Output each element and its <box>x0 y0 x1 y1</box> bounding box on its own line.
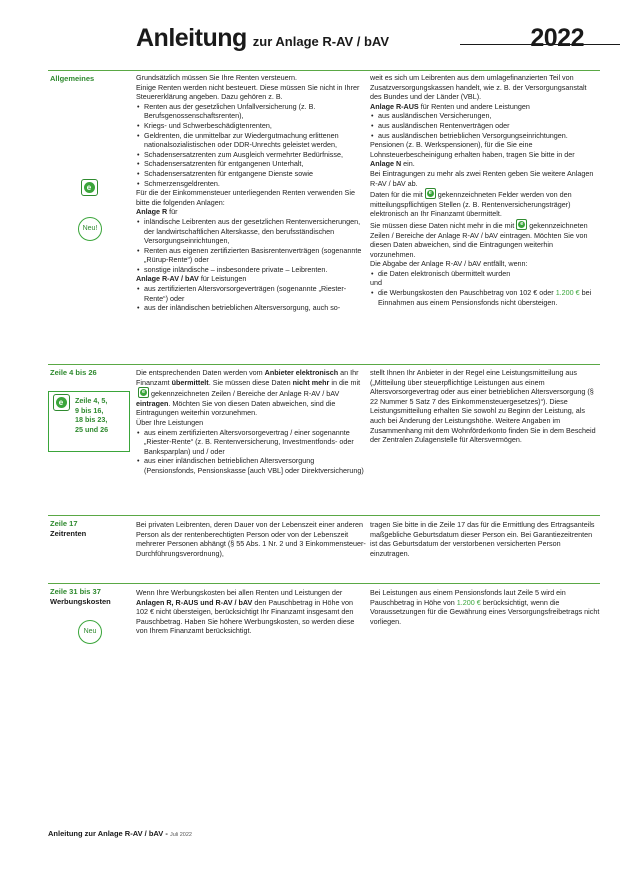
text: die Werbungskosten den Pauschbetrag von 102 € oder <box>378 288 554 298</box>
column-left <box>136 73 366 313</box>
section-sublabel: Werbungskosten <box>50 597 111 606</box>
bold-term: Anlage R-AV / bAV <box>136 274 199 284</box>
text: Wenn Ihre Werbungskosten bei allen Renten und Leistungen der <box>136 588 343 597</box>
list-item: • aus der inländischen betrieblichen Altersversorgung, auch so- <box>136 303 366 313</box>
list-item: • aus ausländischen betrieblichen Versorgungseinrichtungen. <box>370 131 600 141</box>
text: Pensionen (z. B. Werkspensionen), für die Sie eine Lohnsteuerbescheinigung erhalten haben, tragen Sie bitte in der <box>370 140 575 159</box>
paragraph <box>370 219 600 259</box>
bullet-list <box>136 284 366 313</box>
paragraph <box>136 588 366 636</box>
list-item: • Schadensersatzrenten für entgangene Dienste sowie <box>136 169 366 179</box>
zeilen-item: 25 und 26 <box>75 424 109 434</box>
paragraph: tragen Sie bitte in die Zeile 17 das für die Ermittlung des Ertragsanteils maßgebliche Geburtsdatum dieser Person ein. Bei Garantiezeitrenten ist das Geburtsdatum der verstorbenen versicherten Person einzutragen. <box>370 520 595 558</box>
zeilen-item: Zeile 4, 5, <box>75 396 108 405</box>
page-title: Anleitung <box>136 24 247 52</box>
bold-term: Anlage N <box>370 159 402 169</box>
column-right <box>370 73 600 307</box>
section-label: Zeile 4 bis 26 <box>50 368 97 377</box>
text: gekennzeichneten Zeilen / Bereiche der Anlage R-AV / bAV <box>151 389 340 399</box>
section-label: Zeile 17 <box>50 519 78 528</box>
bold-term: eintragen <box>136 398 169 408</box>
list-item: • Schadensersatzrenten zum Ausgleich vermehrter Bedürfnisse, <box>136 150 366 160</box>
text: für Renten und andere Leistungen <box>418 101 530 111</box>
zeilen-item: 9 bis 16, <box>75 405 104 415</box>
paragraph: Grundsätzlich müssen Sie Ihre Renten versteuern. <box>136 73 297 82</box>
bullet-list <box>136 102 366 188</box>
text: gekennzeichneten Zeilen / Bereiche der Anlage R-AV / bAV eintragen. Möchten Sie von diesen Daten abweichen, sind die Eintragungen weiterhin vorzunehmen. <box>370 220 588 259</box>
page-header <box>136 24 584 52</box>
e-data-icon: e <box>516 219 527 230</box>
paragraph <box>136 274 366 284</box>
column-right <box>370 588 600 626</box>
list-item: • Renten aus eigenen zertifizierten Basisrentenverträgen (sogenannte „Rürup-Rente“) oder <box>136 246 366 265</box>
list-item: • Geldrenten, die unmittelbar zur Wiedergutmachung erlittenen nationalsozialistischen oder DDR-Unrechts geleistet werden, <box>136 131 366 150</box>
column-left <box>136 520 366 558</box>
e-data-icon: e <box>53 394 70 411</box>
column-right <box>370 368 600 445</box>
paragraph <box>370 102 600 112</box>
text: Bei Leistungen aus einem Pensionsfonds laut Zeile 5 wird ein Pauschbetrag in Höhe von <box>370 588 566 607</box>
text: berücksichtigt, wenn die Voraussetzungen für die Gewährung eines Versorgungsfreibetrags nicht vorliegen. <box>370 597 600 626</box>
column-left <box>136 588 366 636</box>
section-zeile-4-bis-26 <box>48 364 600 512</box>
text: gekennzeichneten Felder werden von den mitteilungspflichtigen Stellen (z. B. Rentenversicherungsträger) elektronisch an Ihr Finanzamt übermittelt. <box>370 190 572 219</box>
text: . Möchten Sie von diesen Daten abweichen, sind die Eintragungen weiterhin vorzunehmen. <box>136 398 336 418</box>
new-badge: Neu <box>78 620 102 644</box>
footer-text: Anleitung zur Anlage R-AV / bAV - <box>48 829 168 838</box>
bullet-list <box>136 428 366 476</box>
paragraph: und <box>370 278 382 288</box>
list-item: • die Daten elektronisch übermittelt wurden <box>370 269 600 279</box>
bold-term: Anlage R-AUS <box>370 101 419 111</box>
zeilen-box <box>48 391 130 452</box>
paragraph: stellt Ihnen Ihr Anbieter in der Regel eine Leistungsmitteilung aus („Mitteilung über steuerpflichtige Leistungen aus einem Altersvorsorgevertrag oder aus einer betrieblichen Altersversorgung (§ 22 Nummer 5 Satz 7 des Einkommensteuergesetzes)“). Diese Leistungsmitteilung erhalten Sie sowohl zu Beginn der Leistung, als auch bei Änderung der Leistungshöhe. Weitere Angaben im Zusammenhang mit dem Wohnförderkonto finden Sie in dem Bescheid der Zentralen Zulagenstelle für Altersvermögen. <box>370 368 596 445</box>
zeilen-list <box>75 396 108 434</box>
section-zeile-31-bis-37 <box>48 583 600 653</box>
paragraph: weit es sich um Leibrenten aus dem umlagefinanzierten Teil von Zusatzversorgungskassen handelt, wie z. B. der Versorgungsanstalt des Bundes und der Länder (VBL). <box>370 73 587 102</box>
list-item <box>370 288 600 307</box>
page-year: 2022 <box>530 24 584 52</box>
column-left <box>136 368 366 476</box>
section-sublabel: Zeitrenten <box>50 529 87 538</box>
bold-term: Anbieter elektronisch <box>264 368 339 377</box>
paragraph <box>370 188 600 219</box>
page-subtitle: zur Anlage R-AV / bAV <box>252 34 390 49</box>
paragraph: Bei Eintragungen zu mehr als zwei Renten geben Sie weitere Anlagen R-AV / bAV ab. <box>370 168 594 188</box>
section-label: Allgemeines <box>50 74 95 83</box>
paragraph <box>136 207 366 217</box>
section-label: Zeile 31 bis 37 <box>50 587 101 596</box>
bold-term: Anlagen R, R-AUS und R-AV / bAV <box>136 597 253 607</box>
paragraph <box>370 140 600 169</box>
e-data-icon: e <box>425 188 436 199</box>
text: für <box>167 207 178 217</box>
section-allgemeines <box>48 70 600 360</box>
text: ein. <box>401 159 415 169</box>
list-item: • aus ausländischen Rentenverträgen oder <box>370 121 600 131</box>
column-right <box>370 520 600 558</box>
list-item: • Schadensersatzrenten für entgangenen Unterhalt, <box>136 159 366 169</box>
text: Die entsprechenden Daten werden vom <box>136 368 265 377</box>
list-item: • Schmerzensgeldrenten. <box>136 179 366 189</box>
footer-date: Juli 2022 <box>169 832 192 838</box>
paragraph: Über Ihre Leistungen <box>136 417 204 427</box>
bold-term: nicht mehr <box>292 377 330 387</box>
text: für Leistungen <box>198 274 247 284</box>
list-item: • Kriegs- und Schwerbeschädigtenrenten, <box>136 121 366 131</box>
bullet-list <box>370 111 600 140</box>
bullet-list <box>370 288 600 307</box>
bullet-list <box>136 217 366 275</box>
bold-term: Anlage R <box>136 207 168 217</box>
list-item: • aus einer inländischen betrieblichen Altersversorgung (Pensionsfonds, Pensionskasse [auch VBL] oder Direktversicherung) <box>136 456 366 475</box>
text: in die mit <box>329 377 361 387</box>
text: Sie müssen diese Daten nicht mehr in die mit <box>370 220 515 230</box>
text: den Pauschbetrag in Höhe von 102 € nicht übersteigen, berücksichtigt Ihr Finanzamt insgesamt den Pauschbetrag. Haben Sie höhere Werbungskosten, so werden diese von Ihrem Finanzamt berücksichtigt. <box>136 597 355 636</box>
text: . Sie müssen diese Daten <box>208 377 293 387</box>
text: Daten für die mit <box>370 190 423 200</box>
paragraph: Einige Renten werden nicht besteuert. Diese müssen Sie nicht in Ihrer Steuererklärung angeben. Dazu gehören z. B. <box>136 82 360 102</box>
page-footer <box>48 829 192 838</box>
paragraph: Für die der Einkommensteuer unterliegenden Renten verwenden Sie bitte die folgenden Anlagen: <box>136 188 355 207</box>
highlight-amount: 1.200 € <box>555 288 580 298</box>
list-item: • aus zertifizierten Altersvorsorgeverträgen (sogenannte „Riester-Rente“) oder <box>136 284 366 303</box>
list-item: • inländische Leibrenten aus der gesetzlichen Rentenversicherungen, der landwirtschaftlichen Alterskasse, den berufsständischen Versorgungseinrichtungen, <box>136 217 366 246</box>
zeilen-item: 18 bis 23, <box>75 415 108 424</box>
list-item: • aus einem zertifizierten Altersvorsorgevertrag / einer sogenannte „Riester-Rente“ (z. B. Rentenversicherung, Investmentfonds- oder Banksparplan) und / oder <box>136 428 366 457</box>
bold-term: übermittelt <box>171 377 209 387</box>
section-zeile-17 <box>48 515 600 579</box>
paragraph <box>136 368 366 418</box>
bullet-list <box>370 269 600 279</box>
list-item: • sonstige inländische – insbesondere private – Leibrenten. <box>136 265 366 275</box>
new-badge: Neu! <box>78 217 102 241</box>
list-item: • aus ausländischen Versicherungen, <box>370 111 600 121</box>
e-data-icon: e <box>138 387 149 398</box>
text: bei Einnahmen aus einem Pensionsfonds nicht übersteigen. <box>378 288 592 307</box>
highlight-amount: 1.200 € <box>456 597 481 607</box>
paragraph <box>370 588 600 626</box>
paragraph: Bei privaten Leibrenten, deren Dauer von der Lebenszeit einer anderen Person als der rentenberechtigten Person oder von der Lebenszeit mehrerer Personen abhängt (§ 55 Abs. 1 Nr. 2 und 3 Einkommensteuer-Durchführungsverordnung), <box>136 520 366 558</box>
paragraph: Die Abgabe der Anlage R-AV / bAV entfällt, wenn: <box>370 259 528 269</box>
text: an Ihr Finanzamt <box>136 368 359 387</box>
list-item: • Renten aus der gesetzlichen Unfallversicherung (z. B. Berufsgenossenschaftsrenten), <box>136 102 366 121</box>
e-data-icon: e <box>81 179 98 196</box>
